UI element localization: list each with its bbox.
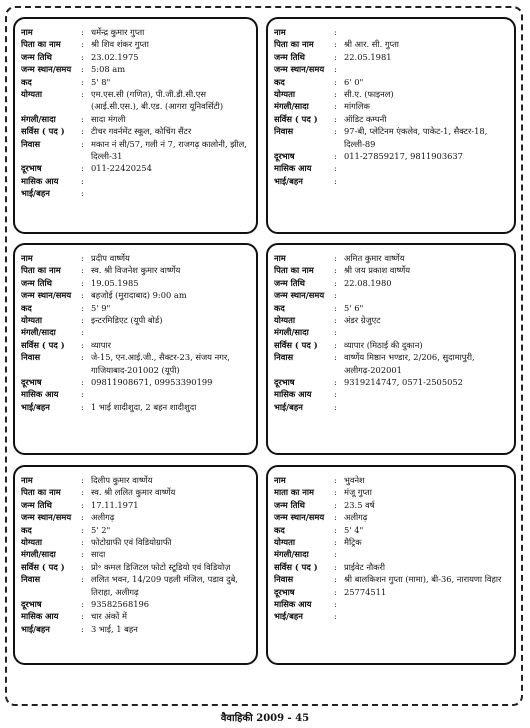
page-footer: वैवाहिकी 2009 - 45 [220,713,310,724]
field-income: मासिक आय : चार अंकों में [21,611,127,622]
field-father: पिता का नाम : स्व. श्री विजनेश कुमार वार्ष्णेय [21,265,181,276]
field-mother: माता का नाम : मंजू गुप्ता [274,487,372,498]
field-manglik: मंगली/सादा : [274,327,337,338]
field-phone: दूरभाष : 93582568196 [21,599,150,610]
field-residence: निवास : श्री बालकिशन गुप्ता (मामा), बी-36, नारायणा विहार [274,574,502,585]
field-birthplace: जन्म स्थान/समय : बहजोई (मुरादाबाद) 9:00 am [21,290,187,301]
field-dob: जन्म तिथि : 22.05.1981 [274,51,392,62]
field-name: नाम : प्रदीप वार्ष्णेय [21,253,130,263]
profile-card-6 [266,465,516,665]
field-siblings: भाई/बहन : [274,175,337,186]
field-phone: दूरभाष : 9319214747, 0571-2505052 [274,377,463,388]
field-phone: दूरभाष : 011-22420254 [21,163,152,174]
field-residence: निवास : 97-बी, प्लेटिनम एंकलेव, पाकेट-1, सैक्टर-18, दिल्ली-89 [274,126,488,149]
field-name: नाम : [274,27,337,37]
field-father: पिता का नाम : स्व. श्री ललित कुमार वार्ष्णेय [21,487,176,498]
profile-card-1 [13,17,258,234]
field-qualification: योग्यता : सी.ए. (फाइनल) [274,89,394,100]
field-siblings: भाई/बहन : [21,188,84,199]
field-residence: निवास : जे-15, एन.आई.जी., सैक्टर-23, संजय नगर, गाजियाबाद-201002 (यूपी) [21,352,230,375]
field-income: मासिक आय : [21,389,84,400]
field-service: सर्विस ( पद ) : प्रो॰ कमल डिजिटल फोटो स्टूडियो एवं विडियोज़ [21,561,231,572]
field-name: नाम : धर्मेन्द्र कुमार गुप्ता [21,27,145,37]
field-qualification: योग्यता : एम.एस.सी (गणित), पी.जी.डी.सी.एस (आई.सी.एस.), बी.एड. (आगरा यूनिवर्सिटी) [21,89,224,112]
field-income: मासिक आय : [21,175,84,186]
field-service: सर्विस ( पद ) : व्यापार (मिठाई की दुकान) [274,339,423,350]
field-height: कद : 5' 8" [21,76,111,87]
field-phone: दूरभाष : 25774511 [274,586,387,597]
field-height: कद : 5' 6" [274,302,364,313]
field-name: नाम : अमित कुमार वार्ष्णेय [274,253,405,263]
field-birthplace: जन्म स्थान/समय : अलीगढ़ [21,512,115,523]
field-residence: निवास : मकान नं सी/57, गली नं 7, राजगढ़ कालोनी, झील, दिल्ली-31 [21,138,247,162]
field-siblings: भाई/बहन : 1 भाई शादीशुदा, 2 बहन शादीशुदा [21,401,197,412]
field-service: सर्विस ( पद ) : टीचर गवर्नमेंट स्कूल, कोचिंग सैंटर [21,126,192,137]
field-height: कद : 5' 9" [21,302,111,313]
field-height: कद : 6' 0" [274,76,364,87]
field-siblings: भाई/बहन : [274,611,337,622]
field-qualification: योग्यता : मैट्रिक [274,537,362,548]
field-qualification: योग्यता : फोटोग्राफी एवं विडियोग्राफी [21,537,172,548]
field-dob: जन्म तिथि : 22.08.1980 [274,277,392,288]
field-manglik: मंगली/सादा : [21,327,84,338]
field-phone: दूरभाष : 011-27859217, 9811903637 [274,151,463,162]
profile-card-3 [13,243,258,455]
field-birthplace: जन्म स्थान/समय : [274,64,337,75]
field-manglik: मंगली/सादा : सादा [21,549,106,560]
field-name: नाम : भुवनेश [274,475,365,485]
field-qualification: योग्यता : इन्टरमिडिएट (यूपी बोर्ड) [21,315,163,326]
field-dob: जन्म तिथि : 19.05.1985 [21,277,139,288]
field-income: मासिक आय : [274,389,337,400]
profile-card-5 [13,465,258,665]
field-siblings: भाई/बहन : 3 भाई, 1 बहन [21,623,138,634]
field-qualification: योग्यता : अंडर ग्रेजुएट [274,315,381,326]
field-service: सर्विस ( पद ) : व्यापार [21,339,112,350]
field-father: पिता का नाम : श्री जय प्रकाश वार्ष्णेय [274,265,411,276]
field-birthplace: जन्म स्थान/समय : [274,290,337,301]
field-manglik: मंगली/सादा : सादा मंगली [21,113,126,124]
field-birthplace: जन्म स्थान/समय : अलीगढ़ [274,512,368,523]
field-manglik: मंगली/सादा : मांगलिक [274,101,370,112]
profile-card-4 [266,243,516,455]
field-height: कद : 5' 2" [21,524,111,535]
field-father: पिता का नाम : श्री शिव शंकर गुप्ता [21,39,149,50]
field-dob: जन्म तिथि : 23.5 वर्ष [274,499,375,510]
field-residence: निवास : ललित भवन, 14/209 पहली मंजिल, पडाव दुबे, तिराहा, अलीगढ़ [21,574,238,597]
field-income: मासिक आय : [274,163,337,174]
field-siblings: भाई/बहन : [274,401,337,412]
profile-card-2 [266,17,516,234]
field-height: कद : 5' 4" [274,524,364,535]
field-phone: दूरभाष : 09811908671, 09953390199 [21,377,213,388]
field-manglik: मंगली/सादा : [274,549,337,560]
field-name: नाम : दिलीप कुमार वार्ष्णेय [21,475,153,485]
field-dob: जन्म तिथि : 23.02.1975 [21,51,139,62]
field-service: सर्विस ( पद ) : ऑडिट कम्पनी [274,113,387,124]
field-service: सर्विस ( पद ) : प्राईवेट नौकरी [274,561,386,572]
field-income: मासिक आय : [274,599,337,610]
field-father: पिता का नाम : श्री आर. सी. गुप्ता [274,39,399,50]
field-birthplace: जन्म स्थान/समय : 5:08 am [21,64,126,75]
field-dob: जन्म तिथि : 17.11.1971 [21,499,139,510]
field-residence: निवास : वार्ष्णेय मिष्ठान भण्डार, 2/206, सुदामापुरी, अलीगढ़-202001 [274,352,475,375]
